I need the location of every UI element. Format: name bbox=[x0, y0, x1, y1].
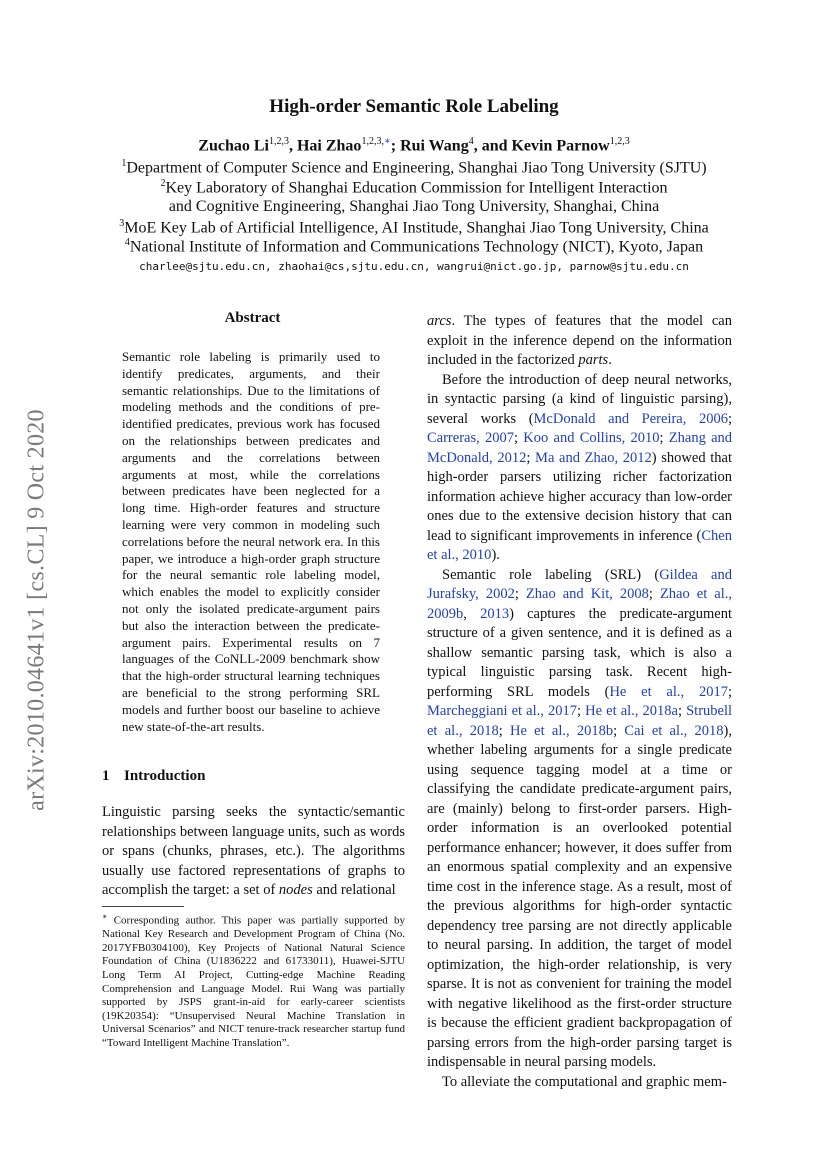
citation-link[interactable]: Carreras, 2007 bbox=[427, 430, 514, 446]
citation-link[interactable]: He et al., 2017 bbox=[609, 683, 728, 700]
citation-link[interactable]: Cai et al., 2018 bbox=[624, 722, 724, 739]
affiliation-3 bbox=[0, 218, 828, 237]
affiliation-4 bbox=[0, 237, 828, 256]
citation-link[interactable]: He et al., 2018b bbox=[510, 722, 614, 739]
intro-paragraph bbox=[427, 566, 732, 1073]
author-name: Hai Zhao bbox=[296, 137, 362, 155]
author-affiliation-mark: 1,2,3, bbox=[361, 136, 384, 147]
author-affiliation-mark: 4 bbox=[468, 136, 474, 147]
text-run: ). bbox=[491, 547, 500, 563]
text-run: ; bbox=[659, 430, 669, 446]
author-affiliation-mark: 1,2,3 bbox=[609, 136, 630, 147]
text-run: . bbox=[608, 352, 612, 368]
author-separator: , and bbox=[473, 137, 512, 155]
citation-link[interactable]: Zhao and Kit, 2008 bbox=[525, 586, 649, 602]
text-run: ) captures the predicate-argument structure of a given sentence, and it is defined as a shallow semantic parsing task, which is also a typical linguistic parsing task. Recent high-performing SRL models ( bbox=[427, 605, 732, 700]
author-list bbox=[0, 136, 828, 155]
citation-link[interactable]: 2013 bbox=[480, 605, 510, 622]
intro-right-column bbox=[427, 312, 732, 1092]
section-title: Introduction bbox=[124, 768, 206, 784]
affiliation-3-text: MoE Key Lab of Artificial Intelligence, AI Institude, Shanghai Jiao Tong University, China bbox=[124, 219, 709, 237]
citation-link[interactable]: Gildea and Jurafsky, 2002 bbox=[427, 566, 732, 602]
footnote bbox=[102, 910, 405, 1051]
text-run: ; bbox=[514, 586, 526, 602]
intro-paragraph-1 bbox=[102, 803, 405, 901]
text-run: Semantic role labeling (SRL) ( bbox=[442, 566, 660, 583]
footnote-mark: ∗ bbox=[102, 912, 108, 921]
abstract-heading: Abstract bbox=[224, 310, 281, 326]
citation-link[interactable]: Strubell et al., 2018 bbox=[427, 703, 733, 739]
citation-link[interactable]: Chen et al., 2010 bbox=[427, 527, 732, 563]
text-run: ; bbox=[613, 722, 625, 739]
text-run: To alleviate the computational and graphic mem- bbox=[442, 1073, 727, 1090]
intro-paragraph bbox=[427, 371, 732, 566]
arxiv-stamp bbox=[17, 375, 57, 845]
citation-link[interactable]: Zhang and McDonald, 2012 bbox=[427, 430, 733, 466]
section-heading-introduction bbox=[102, 768, 205, 785]
author-name: Zuchao Li bbox=[198, 137, 269, 155]
author-name: Kevin Parnow bbox=[511, 137, 610, 155]
footnote-text: Corresponding author. This paper was partially supported by National Key Research and Development Program of China (No. 2017YFB0304100), Key Projects of National Natural Science Foundation of China (U1836222 and 61733011), Huawei-SJTU Long Term AI Project, Cutting-edge Machine Reading Comprehension and Language Model. Rui Wang was partially supported by JSPS grant-in-aid for early-career scientists (19K20354): “Unsupervised Neural Machine Translation in Universal Scenarios” and NICT tenure-track researcher startup fund “Toward Intelligent Machine Translation”. bbox=[102, 914, 405, 1049]
text-run: ) showed that high-order parsers utilizing richer factorization information achieve higher accuracy than low-order ones due to the extensive decision history that can lead to significant improvements in inference ( bbox=[427, 449, 733, 544]
citation-link[interactable]: He et al., 2018a bbox=[585, 703, 678, 719]
affiliation-1 bbox=[0, 158, 828, 177]
citation-link[interactable]: Zhao et al., 2009b bbox=[427, 586, 732, 622]
emphasis: arcs bbox=[427, 313, 452, 329]
arxiv-id: arXiv:2010.04641v1 [cs.CL] 9 Oct 2020 bbox=[23, 409, 50, 811]
author-separator: ; bbox=[390, 137, 401, 155]
author-emails: charlee@sjtu.edu.cn, zhaohai@cs,sjtu.edu.cn, wangrui@nict.go.jp, parnow@sjtu.edu.cn bbox=[139, 260, 689, 273]
affiliation-4-mark: 4 bbox=[124, 237, 130, 248]
affiliation-2 bbox=[0, 178, 828, 197]
footnote-rule bbox=[102, 906, 184, 907]
text-run: ; bbox=[677, 703, 687, 719]
text-run: ; bbox=[727, 683, 732, 700]
citation-link[interactable]: Koo and Collins, 2010 bbox=[523, 430, 660, 446]
author-name: Rui Wang bbox=[400, 137, 469, 155]
affiliation-3-mark: 3 bbox=[119, 218, 125, 229]
emphasis: nodes bbox=[278, 882, 313, 898]
text-run: , bbox=[463, 605, 481, 622]
author-affiliation-mark: 1,2,3 bbox=[268, 136, 289, 147]
text-run: ; bbox=[727, 410, 732, 427]
text-run: ), whether labeling arguments for a single predicate using sequence tagging model at a time or classifying the candidate predicate-argument pairs, are (mainly) belong to first-order parsers. High-order information is an overlooked potential performance enhancer; however, it does suffer from an enormous spatial complexity and an expensive time cost in the inference stage. As a result, most of the previous algorithms for high-order syntactic dependency tree parsing are not directly applicable to neural parsing. In addition, the target of model optimization, the high-order relationship, is very sparse. It is not as convenient for training the model with negative likelihood as the first-order structure is because the efficient gradient backpropagation of parsing errors from the high-order parsing target is indispensable in neural parsing models. bbox=[427, 722, 732, 1070]
affiliation-2-mark: 2 bbox=[160, 178, 166, 189]
intro-left-column bbox=[102, 803, 405, 901]
affiliation-1-text: Department of Computer Science and Engineering, Shanghai Jiao Tong University (SJTU) bbox=[126, 159, 707, 177]
text-run: Before the introduction of deep neural networks, in syntactic parsing (a kind of linguistic parsing), several works ( bbox=[427, 371, 732, 427]
affiliation-2-text: Key Laboratory of Shanghai Education Commission for Intelligent Interaction bbox=[165, 179, 668, 197]
intro-paragraph bbox=[427, 1073, 732, 1093]
affiliation-2-cont bbox=[0, 198, 828, 216]
text-run: ; bbox=[514, 430, 524, 446]
citation-link[interactable]: Marcheggiani et al., 2017 bbox=[427, 703, 577, 719]
citation-link[interactable]: McDonald and Pereira, 2006 bbox=[533, 410, 728, 427]
affiliation-2-cont-text: and Cognitive Engineering, Shanghai Jiao Tong University, Shanghai, China bbox=[168, 198, 660, 215]
affiliation-1-mark: 1 bbox=[121, 158, 127, 169]
text-run: and relational bbox=[312, 882, 396, 898]
text-run: . The types of features that the model can exploit in the inference depend on the information included in the factorized bbox=[427, 313, 732, 368]
text-run: ; bbox=[577, 703, 586, 719]
corresponding-author-mark[interactable]: ∗ bbox=[383, 136, 391, 147]
text-run: ; bbox=[498, 722, 510, 739]
text-run: Linguistic parsing seeks the syntactic/semantic relationships between language units, such as words or spans (chunks, phrases, etc.). The algorithms usually use factored representations of graphs to accomplish the target: a set of bbox=[102, 804, 405, 898]
abstract-body: Semantic role labeling is primarily used to identify predicates, arguments, and their semantic relationships. Due to the limitations of modeling methods and the conditions of pre-identified predicates, previous work has focused on the relationships between predicates and arguments and the correlations between arguments at most, while the correlations between predicates have been neglected for a long time. High-order features and structure learning were very common in modeling such correlations before the neural network era. In this paper, we introduce a high-order graph structure for the neural semantic role labeling model, which enables the model to explicitly consider not only the isolated predicate-argument pairs but also the interaction between the predicate-argument pairs. Experimental results on 7 languages of the CoNLL-2009 benchmark show that the high-order structural learning techniques are beneficial to the strong performing SRL models and further boost our baseline to achieve new state-of-the-art results. bbox=[122, 349, 380, 734]
citation-link[interactable]: Ma and Zhao, 2012 bbox=[535, 449, 652, 466]
intro-paragraph bbox=[427, 312, 732, 371]
text-run: ; bbox=[648, 586, 660, 602]
author-separator: , bbox=[288, 137, 297, 155]
affiliation-4-text: National Institute of Information and Communications Technology (NICT), Kyoto, Japan bbox=[129, 238, 704, 256]
paper-title: High-order Semantic Role Labeling bbox=[269, 96, 559, 117]
section-number: 1 bbox=[102, 768, 110, 784]
emphasis: parts bbox=[578, 352, 609, 368]
text-run: ; bbox=[526, 449, 536, 466]
